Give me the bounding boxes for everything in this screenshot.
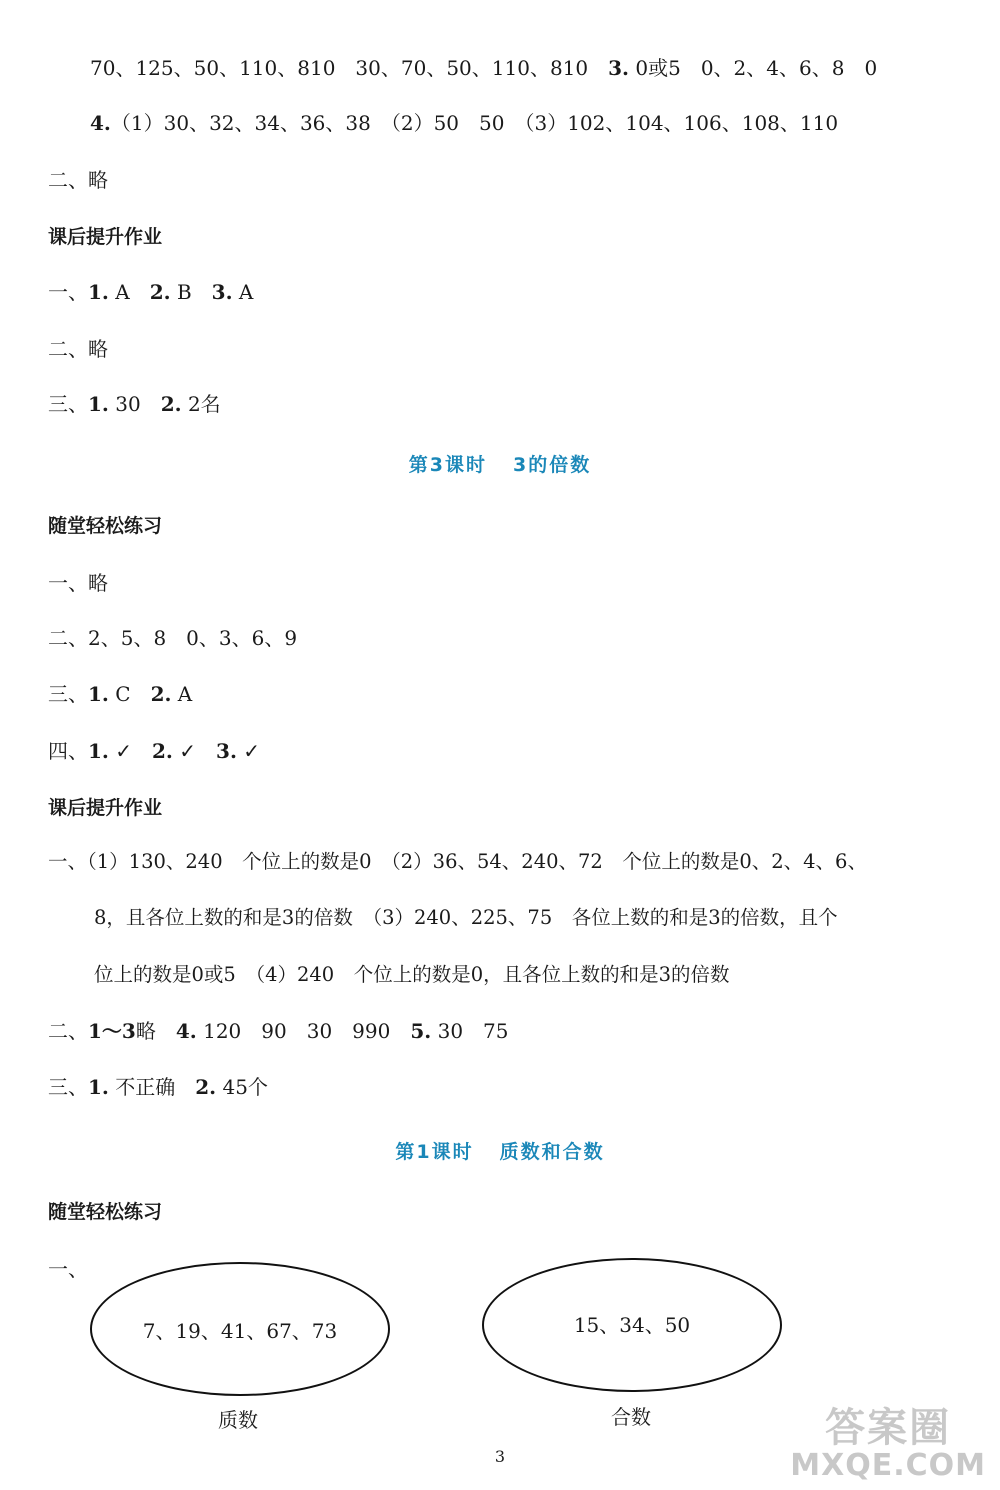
lesson-title-1: 第3课时 3的倍数	[408, 454, 592, 476]
prime-numbers-caption: 质数	[218, 1408, 258, 1432]
prime-numbers-oval: 7、19、41、67、73	[90, 1262, 390, 1396]
answer-line: 二、2、5、8 0、3、6、9	[48, 626, 298, 650]
answer-line-7: 三、1. 30 2. 2名	[48, 392, 221, 416]
answer-line: 二、1～3略 4. 120 90 30 990 5. 30 75	[48, 1019, 509, 1043]
answer-line-5: 一、1. A 2. B 3. A	[48, 280, 254, 304]
answer-line: 位上的数是0或5 （4）240 个位上的数是0，且各位上数的和是3的倍数	[94, 963, 730, 986]
page-number: 3	[494, 1447, 506, 1466]
answer-line: 一、略	[48, 571, 108, 595]
composite-numbers-caption: 合数	[611, 1405, 651, 1429]
answer-line-1: 70、125、50、110、810 30、70、50、110、810 3. 0或5 0、2、4、6、8 0	[90, 56, 878, 80]
answer-line-3: 二、略	[48, 168, 108, 192]
composite-numbers-oval: 15、34、50	[482, 1258, 782, 1392]
answer-line: 三、1. C 2. A	[48, 682, 193, 706]
answer-line: 四、1. ✓ 2. ✓ 3. ✓	[48, 739, 261, 763]
section-heading-homework: 课后提升作业	[48, 226, 163, 248]
answer-line: 三、1. 不正确 2. 45个	[48, 1075, 268, 1099]
answer-line: 一、（1）130、240 个位上的数是0 （2）36、54、240、72 个位上的数是0、2、4、6、	[48, 850, 867, 873]
watermark-logo: 答案圈 MXQE.COM	[790, 1405, 986, 1483]
answer-line-6: 二、略	[48, 337, 108, 361]
answer-line: 8，且各位上数的和是3的倍数 （3）240、225、75 各位上数的和是3的倍数，且个	[94, 906, 838, 929]
section-heading-practice: 随堂轻松练习	[48, 1201, 163, 1223]
answer-line: 一、	[48, 1257, 88, 1281]
section-heading-practice: 随堂轻松练习	[48, 515, 163, 537]
section-heading-homework: 课后提升作业	[48, 797, 163, 819]
answer-line-2: 4.（1）30、32、34、36、38 （2）50 50 （3）102、104、106、108、110	[90, 111, 839, 135]
lesson-title-2: 第1课时 质数和合数	[395, 1141, 605, 1163]
